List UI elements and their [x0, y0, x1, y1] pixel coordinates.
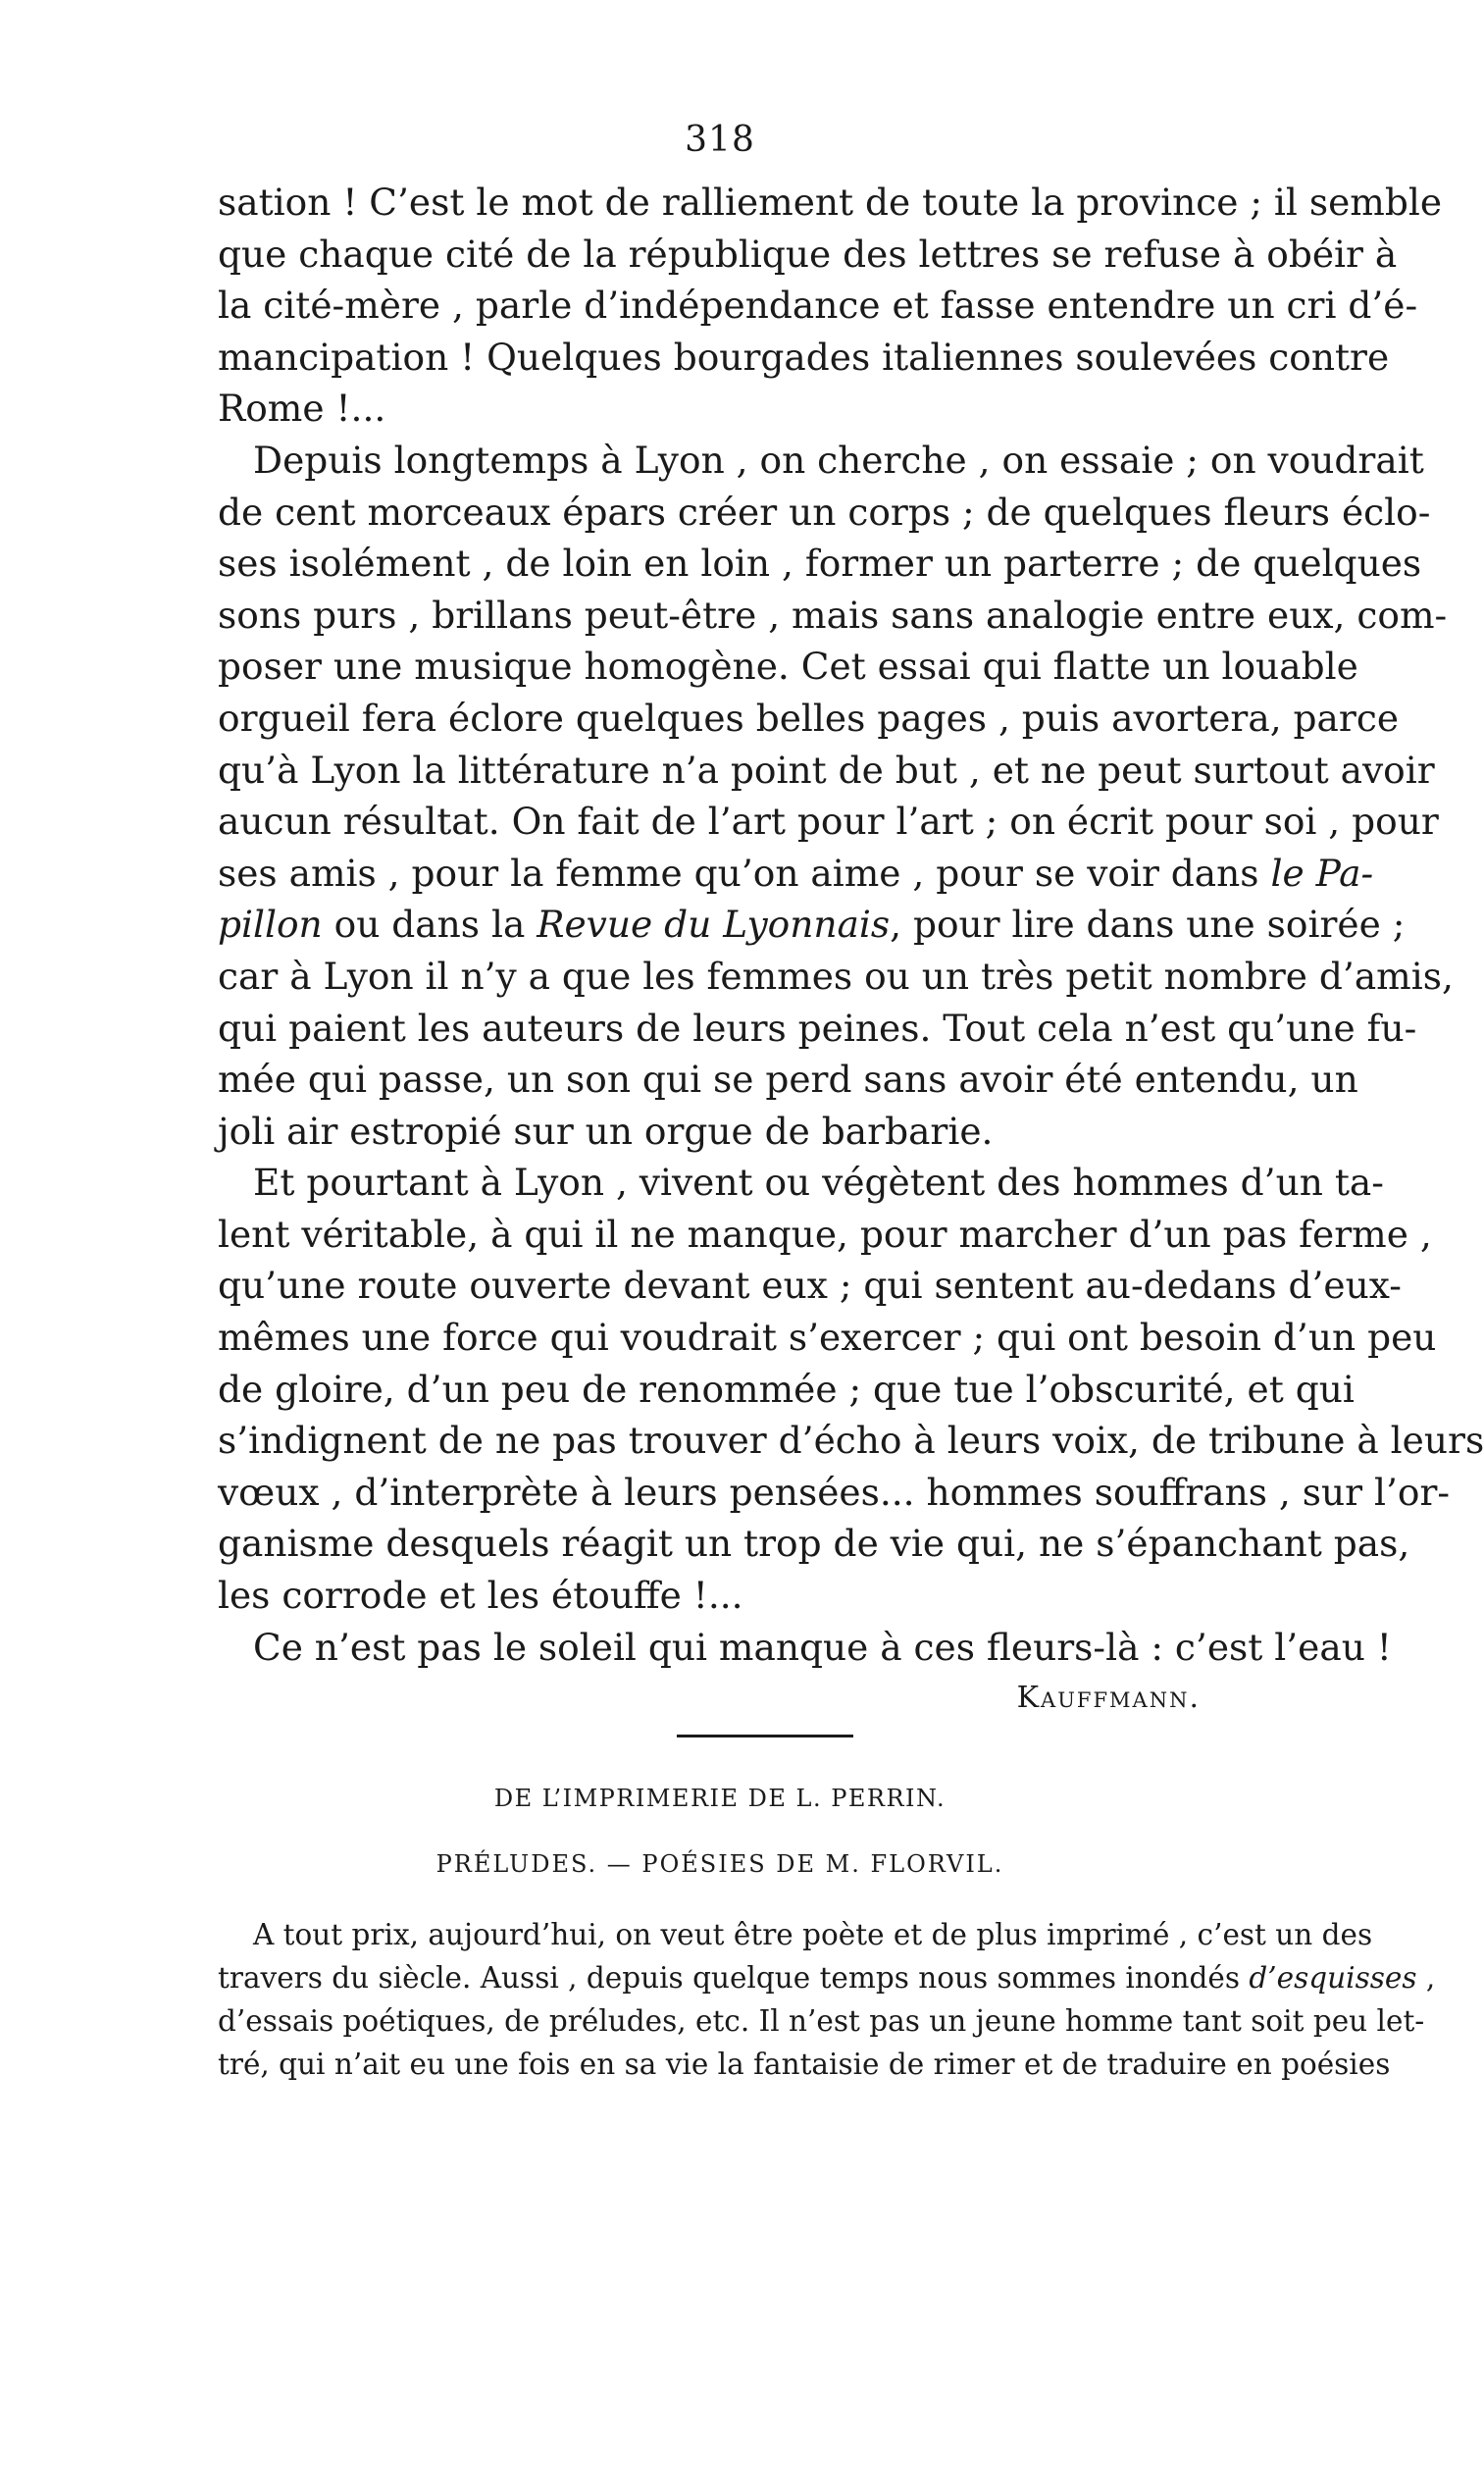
text-line: lent véritable, à qui il ne manque, pour marcher d’un pas ferme , — [218, 1212, 1432, 1256]
text-line: Et pourtant à Lyon , vivent ou végètent des hommes d’un ta- — [253, 1161, 1384, 1205]
text-line: aucun résultat. On fait de l’art pour l’art ; on écrit pour soi , pour — [218, 800, 1439, 844]
text-line: de gloire, d’un peu de renommée ; que tue l’obscurité, et qui — [218, 1367, 1355, 1411]
text-fragment: ses amis , pour la femme qu’on aime , pour se voir dans — [218, 851, 1271, 895]
text-line: poser une musique homogène. Cet essai qui flatte un louable — [218, 645, 1358, 689]
text-line: qu’une route ouverte devant eux ; qui sentent au-dedans d’eux- — [218, 1264, 1402, 1308]
text-line: que chaque cité de la république des lettres se refuse à obéir à — [218, 232, 1398, 276]
text-line: ses isolément , de loin en loin , former un parterre ; de quelques — [218, 542, 1422, 586]
text-line: vœux , d’interprète à leurs pensées... hommes souffrans , sur l’or- — [218, 1470, 1451, 1514]
text-line: mêmes une force qui voudrait s’exercer ; qui ont besoin d’un peu — [218, 1316, 1437, 1360]
text-fragment: , pour lire dans une soirée ; — [890, 903, 1406, 947]
text-fragment: ou dans la — [322, 903, 537, 947]
text-line: les corrode et les étouffe !... — [218, 1574, 743, 1618]
imprint-line: DE L’IMPRIMERIE DE L. PERRIN. — [493, 1785, 947, 1812]
italic-title: Revue du Lyonnais — [537, 903, 891, 947]
text-line: sons purs , brillans peut-être , mais sans analogie entre eux, com- — [218, 593, 1448, 637]
text-line: d’essais poétiques, de préludes, etc. Il n’est pas un jeune homme tant soit peu let- — [218, 2004, 1425, 2038]
main-text — [218, 177, 1484, 1725]
text-line: de cent morceaux épars créer un corps ; de quelques fleurs éclo- — [218, 490, 1431, 534]
text-line: tré, qui n’ait eu une fois en sa vie la fantaisie de rimer et de traduire en poésies — [218, 2048, 1391, 2081]
text-line — [218, 899, 1406, 951]
section-divider — [677, 1735, 853, 1737]
italic-title: le Pa- — [1270, 851, 1374, 895]
text-line — [218, 848, 1374, 900]
italic-word: d’esquisses — [1249, 1961, 1417, 1995]
text-fragment: , — [1416, 1961, 1436, 1995]
text-line: mancipation ! Quelques bourgades italiennes soulevées contre — [218, 335, 1390, 379]
text-fragment: travers du siècle. Aussi , depuis quelque temps nous sommes inondés — [218, 1961, 1250, 1995]
review-text — [218, 1913, 1436, 2086]
text-line: qui paient les auteurs de leurs peines. Tout cela n’est qu’une fu- — [218, 1006, 1417, 1050]
text-line: orgueil fera éclore quelques belles pages , puis avortera, parce — [218, 696, 1400, 740]
text-line: qu’à Lyon la littérature n’a point de but , et ne peut surtout avoir — [218, 748, 1435, 792]
text-line: Rome !... — [218, 387, 386, 431]
text-line: s’indignent de ne pas trouver d’écho à leurs voix, de tribune à leurs — [218, 1419, 1484, 1463]
text-line: Depuis longtemps à Lyon , on cherche , on essaie ; on voudrait — [253, 438, 1424, 482]
page-number: 318 — [685, 120, 755, 160]
text-line: car à Lyon il n’y a que les femmes ou un très petit nombre d’amis, — [218, 954, 1454, 998]
text-line: ganisme desquels réagit un trop de vie qui, ne s’épanchant pas, — [218, 1522, 1410, 1566]
text-line — [218, 1956, 1436, 1999]
text-line: joli air estropié sur un orgue de barbarie. — [218, 1109, 994, 1153]
author-signature: Kauffmann. — [1016, 1681, 1201, 1716]
text-line: mée qui passe, un son qui se perd sans avoir été entendu, un — [218, 1058, 1358, 1102]
text-line: Ce n’est pas le soleil qui manque à ces fleurs-là : c’est l’eau ! — [253, 1625, 1392, 1669]
text-line: sation ! C’est le mot de ralliement de toute la province ; il semble — [218, 181, 1443, 224]
text-line: la cité-mère , parle d’indépendance et fasse entendre un cri d’é- — [218, 284, 1418, 328]
text-line: A tout prix, aujourd’hui, on veut être poète et de plus imprimé , c’est un des — [253, 1918, 1373, 1951]
review-heading: PRÉLUDES. — POÉSIES DE M. FLORVIL. — [435, 1850, 1004, 1878]
italic-title: pillon — [218, 903, 323, 947]
